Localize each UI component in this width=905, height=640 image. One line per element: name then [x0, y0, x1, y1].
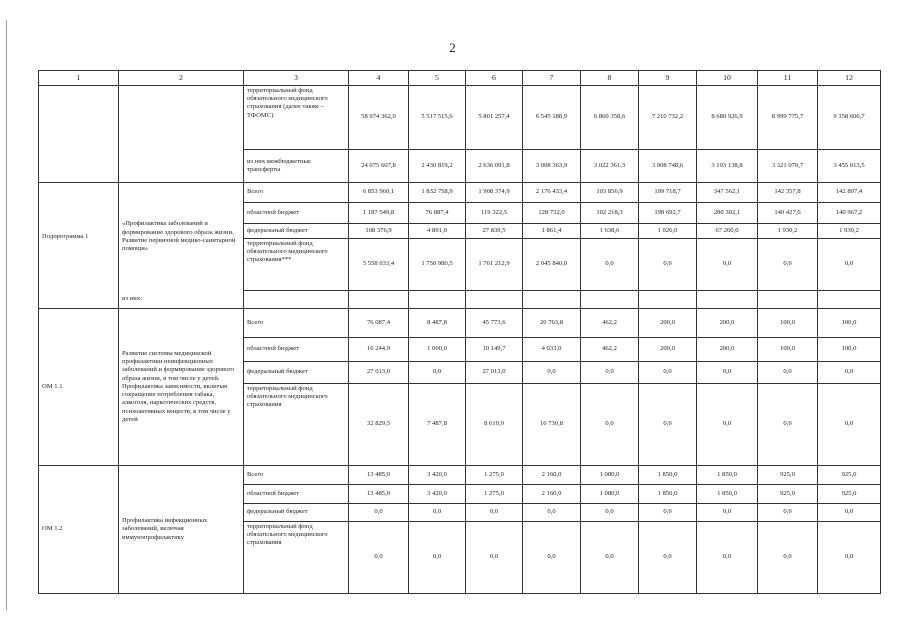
- value-cell: 200,0: [639, 309, 697, 338]
- value-cell: 1 832 758,9: [409, 183, 466, 203]
- row-label: федеральный бюджет: [244, 224, 349, 239]
- empty-cell: [39, 291, 119, 309]
- empty-cell: [349, 291, 409, 309]
- value-cell: 0,0: [523, 522, 581, 594]
- value-cell: 0,0: [581, 362, 639, 384]
- value-cell: 1 080,0: [581, 466, 639, 485]
- header-cell: 12: [818, 71, 881, 86]
- value-cell: 3 321 070,7: [758, 150, 818, 183]
- table-row: [39, 183, 881, 203]
- value-cell: 13 485,0: [349, 466, 409, 485]
- row-label: Всего: [244, 183, 349, 203]
- value-cell: 0,0: [818, 384, 881, 466]
- value-cell: 1 761 212,9: [466, 239, 523, 291]
- value-cell: 5 801 257,4: [466, 86, 523, 150]
- value-cell: 200,0: [697, 338, 758, 362]
- value-cell: 1 187 549,8: [349, 203, 409, 224]
- value-cell: 0,0: [818, 362, 881, 384]
- value-cell: 3 008 363,9: [523, 150, 581, 183]
- value-cell: 0,0: [523, 504, 581, 522]
- value-cell: 20 763,8: [523, 309, 581, 338]
- value-cell: 9 358 606,7: [818, 86, 881, 150]
- value-cell: 76 887,4: [409, 203, 466, 224]
- value-cell: 0,0: [697, 239, 758, 291]
- value-cell: 3 420,0: [409, 485, 466, 504]
- header-cell: 9: [639, 71, 697, 86]
- value-cell: 4 033,0: [523, 338, 581, 362]
- value-cell: 7 210 732,2: [639, 86, 697, 150]
- value-cell: 1 750 980,5: [409, 239, 466, 291]
- value-cell: 1 275,0: [466, 466, 523, 485]
- value-cell: 0,0: [581, 239, 639, 291]
- value-cell: 0,0: [758, 504, 818, 522]
- value-cell: 6 853 960,1: [349, 183, 409, 203]
- value-cell: 1 908 374,9: [466, 183, 523, 203]
- value-cell: 58 974 362,0: [349, 86, 409, 150]
- value-cell: 0,0: [697, 522, 758, 594]
- empty-cell: [639, 291, 697, 309]
- value-cell: 0,0: [697, 384, 758, 466]
- value-cell: 76 087,4: [349, 309, 409, 338]
- value-cell: 10 149,7: [466, 338, 523, 362]
- value-cell: 1 080,0: [581, 485, 639, 504]
- table-row: [39, 86, 881, 150]
- value-cell: 1 850,0: [697, 485, 758, 504]
- row-label: Всего: [244, 309, 349, 338]
- header-cell: 8: [581, 71, 639, 86]
- header-cell: 1: [39, 71, 119, 86]
- value-cell: 119 322,5: [466, 203, 523, 224]
- value-cell: 100,0: [758, 309, 818, 338]
- value-cell: 1 930,2: [818, 224, 881, 239]
- value-cell: 0,0: [409, 522, 466, 594]
- header-cell: 4: [349, 71, 409, 86]
- value-cell: 45 773,6: [466, 309, 523, 338]
- value-cell: 925,0: [818, 485, 881, 504]
- value-cell: 0,0: [697, 504, 758, 522]
- value-cell: 280 302,1: [697, 203, 758, 224]
- value-cell: 0,0: [818, 239, 881, 291]
- value-cell: 142 357,8: [758, 183, 818, 203]
- empty-cell: [466, 291, 523, 309]
- value-cell: 0,0: [758, 522, 818, 594]
- value-cell: 925,0: [758, 466, 818, 485]
- row-label: территориальный фонд обязательного медицинского страхования***: [244, 239, 349, 291]
- row-label: из них межбюджетные трансферты: [244, 150, 349, 183]
- value-cell: 0,0: [697, 362, 758, 384]
- value-cell: 0,0: [409, 504, 466, 522]
- value-cell: 1 861,4: [523, 224, 581, 239]
- value-cell: 2 430 819,2: [409, 150, 466, 183]
- header-cell: 7: [523, 71, 581, 86]
- value-cell: 3 022 361,3: [581, 150, 639, 183]
- value-cell: 462,2: [581, 309, 639, 338]
- value-cell: 3 455 013,5: [818, 150, 881, 183]
- value-cell: 200,0: [697, 309, 758, 338]
- value-cell: 6 860 358,6: [581, 86, 639, 150]
- value-cell: 925,0: [818, 466, 881, 485]
- row-label: областной бюджет: [244, 485, 349, 504]
- value-cell: 1 638,6: [581, 224, 639, 239]
- value-cell: 0,0: [639, 384, 697, 466]
- value-cell: 16 730,8: [523, 384, 581, 466]
- value-cell: 462,2: [581, 338, 639, 362]
- value-cell: 1 850,0: [697, 466, 758, 485]
- row-label: территориальный фонд обязательного медицинского страхования (далее также – ТФОМС): [244, 86, 349, 150]
- row-label: федеральный бюджет: [244, 362, 349, 384]
- budget-table: [38, 70, 881, 594]
- value-cell: 27 013,0: [349, 362, 409, 384]
- value-cell: 16 244,9: [349, 338, 409, 362]
- header-row: [39, 71, 881, 86]
- value-cell: 2 160,0: [523, 466, 581, 485]
- row-label: областной бюджет: [244, 203, 349, 224]
- value-cell: 0,0: [758, 362, 818, 384]
- value-cell: 0,0: [639, 239, 697, 291]
- value-cell: 8 999 775,7: [758, 86, 818, 150]
- empty-cell: [523, 291, 581, 309]
- row-label: областной бюджет: [244, 338, 349, 362]
- value-cell: 24 075 607,8: [349, 150, 409, 183]
- value-cell: 8 680 926,9: [697, 86, 758, 150]
- value-cell: 2 045 840,0: [523, 239, 581, 291]
- measure-code: ОМ 1.1: [39, 309, 119, 466]
- value-cell: 0,0: [581, 504, 639, 522]
- value-cell: 2 160,0: [523, 485, 581, 504]
- value-cell: 13 485,0: [349, 485, 409, 504]
- value-cell: 3 193 138,8: [697, 150, 758, 183]
- value-cell: 0,0: [818, 504, 881, 522]
- value-cell: 8 487,8: [409, 309, 466, 338]
- value-cell: 6 545 188,9: [523, 86, 581, 150]
- value-cell: 0,0: [523, 362, 581, 384]
- value-cell: 2 176 433,4: [523, 183, 581, 203]
- subprogram-code: Подпрограмма 1: [39, 183, 119, 291]
- value-cell: 5 517 515,6: [409, 86, 466, 150]
- value-cell: 8 610,9: [466, 384, 523, 466]
- value-cell: 200,0: [639, 338, 697, 362]
- cont-name-cell: [119, 86, 244, 183]
- scan-edge-line: [6, 20, 7, 610]
- header-cell: 10: [697, 71, 758, 86]
- empty-cell: [409, 291, 466, 309]
- empty-cell: [581, 291, 639, 309]
- value-cell: 100,0: [818, 309, 881, 338]
- value-cell: 925,0: [758, 485, 818, 504]
- value-cell: 0,0: [758, 384, 818, 466]
- table-row: [39, 466, 881, 485]
- empty-cell: [244, 291, 349, 309]
- measure-name: Развитие системы медицинской профилактики неинфекционных заболеваний и формирование здорового образа жизни, в том числе у детей. Профилактика зависимости, включая сокращение потребления табака, алкоголя, наркотических средств, психоактивных веществ, в том числе у детей: [119, 309, 244, 466]
- value-cell: 128 732,0: [523, 203, 581, 224]
- empty-cell: [697, 291, 758, 309]
- value-cell: 4 891,0: [409, 224, 466, 239]
- value-cell: 0,0: [581, 384, 639, 466]
- value-cell: 0,0: [639, 362, 697, 384]
- row-label: территориальный фонд обязательного медицинского страхования: [244, 522, 349, 594]
- header-cell: 5: [409, 71, 466, 86]
- value-cell: 0,0: [409, 362, 466, 384]
- value-cell: 1 850,0: [639, 485, 697, 504]
- empty-cell: [818, 291, 881, 309]
- value-cell: 3 420,0: [409, 466, 466, 485]
- value-cell: 198 692,7: [639, 203, 697, 224]
- value-cell: 7 487,8: [409, 384, 466, 466]
- value-cell: 0,0: [349, 504, 409, 522]
- page-number: 2: [449, 40, 456, 55]
- value-cell: 103 856,9: [581, 183, 639, 203]
- value-cell: 0,0: [818, 522, 881, 594]
- value-cell: 347 562,1: [697, 183, 758, 203]
- value-cell: 27 839,5: [466, 224, 523, 239]
- value-cell: 0,0: [639, 522, 697, 594]
- header-cell: 2: [119, 71, 244, 86]
- header-cell: 3: [244, 71, 349, 86]
- row-label: территориальный фонд обязательного медицинского страхования: [244, 384, 349, 466]
- value-cell: 5 558 033,4: [349, 239, 409, 291]
- header-cell: 11: [758, 71, 818, 86]
- value-cell: 140 427,6: [758, 203, 818, 224]
- value-cell: 140 967,2: [818, 203, 881, 224]
- iz-nih-label: из них:: [119, 291, 244, 309]
- value-cell: 108 376,9: [349, 224, 409, 239]
- value-cell: 0,0: [466, 522, 523, 594]
- value-cell: 27 013,0: [466, 362, 523, 384]
- value-cell: 1 000,0: [409, 338, 466, 362]
- value-cell: 142 897,4: [818, 183, 881, 203]
- empty-cell: [758, 291, 818, 309]
- value-cell: 2 636 091,8: [466, 150, 523, 183]
- value-cell: 100,0: [818, 338, 881, 362]
- value-cell: 1 275,0: [466, 485, 523, 504]
- value-cell: 32 829,5: [349, 384, 409, 466]
- table-row: [39, 291, 881, 309]
- measure-code: ОМ 1.2: [39, 466, 119, 594]
- value-cell: 0,0: [466, 504, 523, 522]
- value-cell: 100,0: [758, 338, 818, 362]
- value-cell: 199 718,7: [639, 183, 697, 203]
- value-cell: 3 008 748,6: [639, 150, 697, 183]
- value-cell: 67 260,0: [697, 224, 758, 239]
- value-cell: 0,0: [639, 504, 697, 522]
- value-cell: 102 218,3: [581, 203, 639, 224]
- measure-name: Профилактика инфекционных заболеваний, включая иммунопрофилактику: [119, 466, 244, 594]
- row-label: Всего: [244, 466, 349, 485]
- table-row: [39, 309, 881, 338]
- subprogram-name: «Профилактика заболеваний и формирование здорового образа жизни. Развитие первичной медико-санитарной помощи»: [119, 183, 244, 291]
- value-cell: 1 850,0: [639, 466, 697, 485]
- cont-code-cell: [39, 86, 119, 183]
- row-label: федеральный бюджет: [244, 504, 349, 522]
- value-cell: 0,0: [349, 522, 409, 594]
- header-cell: 6: [466, 71, 523, 86]
- value-cell: 0,0: [581, 522, 639, 594]
- value-cell: 1 026,0: [639, 224, 697, 239]
- value-cell: 0,0: [758, 239, 818, 291]
- value-cell: 1 930,2: [758, 224, 818, 239]
